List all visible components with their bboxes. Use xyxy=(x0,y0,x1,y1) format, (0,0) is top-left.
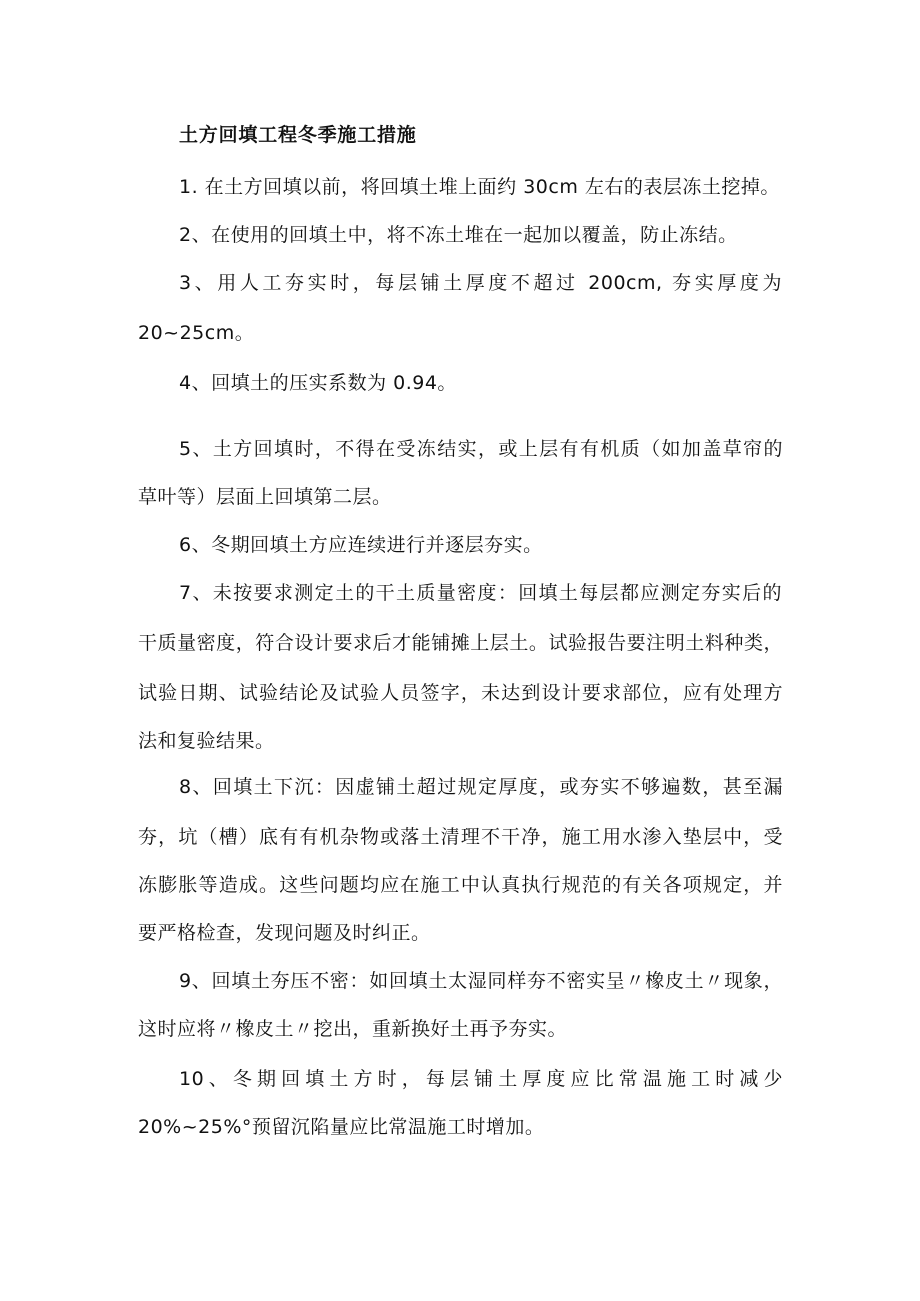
paragraph-7-line-1: 7、未按要求测定土的干土质量密度：回填土每层都应测定夯实后的 xyxy=(179,582,782,604)
document-title: 土方回填工程冬季施工措施 xyxy=(179,124,417,146)
paragraph-6-line-1: 6、冬期回填土方应连续进行并逐层夯实。 xyxy=(179,534,543,556)
paragraph-8-line-4: 要严格检查，发现问题及时纠正。 xyxy=(138,922,431,944)
paragraph-1-line-1: 1. 在土方回填以前，将回填土堆上面约 30cm 左右的表层冻土挖掉。 xyxy=(179,176,780,198)
paragraph-9-line-2: 这时应将〃橡皮土〃挖出，重新换好土再予夯实。 xyxy=(138,1018,568,1040)
paragraph-5-line-1: 5、土方回填时，不得在受冻结实，或上层有有机质（如加盖草帘的 xyxy=(179,438,783,460)
paragraph-2-line-1: 2、在使用的回填土中，将不冻土堆在一起加以覆盖，防止冻结。 xyxy=(179,224,738,246)
paragraph-10-line-1: 10、冬期回填土方时，每层铺土厚度应比常温施工时减少 xyxy=(179,1068,783,1090)
paragraph-5-line-2: 草叶等）层面上回填第二层。 xyxy=(138,486,392,508)
paragraph-3-line-2: 20~25cm。 xyxy=(138,322,255,344)
paragraph-8-line-1: 8、回填土下沉：因虚铺土超过规定厚度，或夯实不够遍数，甚至漏 xyxy=(179,776,783,798)
paragraph-7-line-4: 法和复验结果。 xyxy=(138,730,275,752)
paragraph-9-line-1: 9、回填土夯压不密：如回填土太湿同样夯不密实呈〃橡皮土〃现象， xyxy=(179,970,783,992)
paragraph-8-line-3: 冻膨胀等造成。这些问题均应在施工中认真执行规范的有关各项规定，并 xyxy=(138,874,783,896)
paragraph-8-line-2: 夯，坑（槽）底有有机杂物或落土清理不干净，施工用水渗入垫层中，受 xyxy=(138,826,783,848)
paragraph-7-line-2: 干质量密度，符合设计要求后才能铺摊上层土。试验报告要注明土料种类， xyxy=(138,632,783,654)
paragraph-4-line-1: 4、回填土的压实系数为 0.94。 xyxy=(179,372,457,394)
paragraph-7-line-3: 试验日期、试验结论及试验人员签字，未达到设计要求部位，应有处理方 xyxy=(138,682,783,704)
paragraph-3-line-1: 3、用人工夯实时，每层铺土厚度不超过 200cm, 夯实厚度为 xyxy=(179,272,782,294)
paragraph-10-line-2: 20%~25%°预留沉陷量应比常温施工时增加。 xyxy=(138,1116,545,1138)
